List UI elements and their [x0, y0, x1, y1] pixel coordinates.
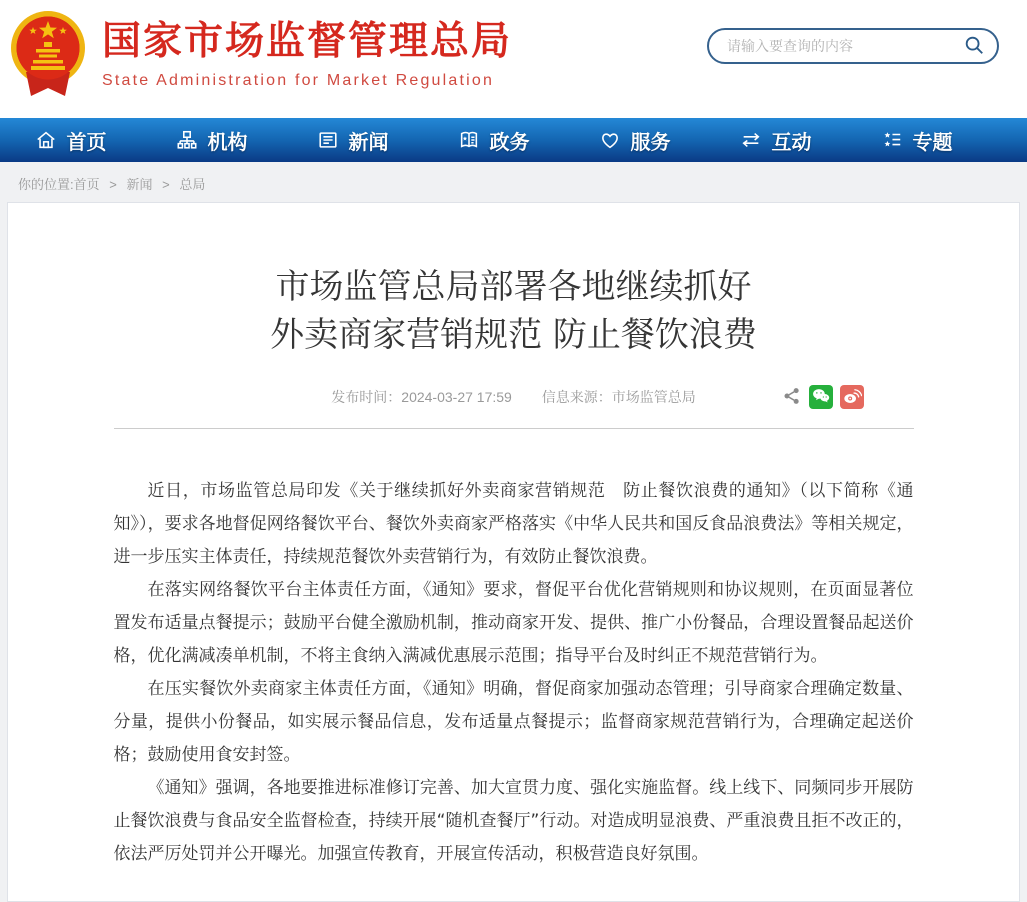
- breadcrumb-link-bureau[interactable]: 总局: [179, 177, 206, 192]
- article-title: [114, 263, 914, 359]
- search-button[interactable]: [963, 34, 985, 59]
- gov-book-icon: [458, 129, 480, 151]
- info-source-value: 市场监管总局: [611, 389, 696, 405]
- wechat-share-button[interactable]: [809, 385, 833, 409]
- weibo-share-button[interactable]: [840, 385, 864, 409]
- title-divider: [114, 428, 914, 429]
- sitemap-icon: [176, 129, 198, 151]
- nav-item-home[interactable]: [0, 118, 141, 162]
- article-card: [7, 202, 1020, 902]
- weibo-icon: [842, 386, 862, 409]
- info-source-label: 信息来源：: [541, 389, 612, 405]
- nav-item-interact[interactable]: [705, 118, 846, 162]
- breadcrumb-separator: >: [109, 177, 117, 192]
- home-icon: [35, 129, 57, 151]
- wechat-icon: [811, 386, 831, 409]
- search-icon: [963, 34, 985, 59]
- article-title-line2: 外卖商家营销规范 防止餐饮浪费: [270, 315, 757, 355]
- nav-item-gov[interactable]: [423, 118, 564, 162]
- site-logo-link[interactable]: [8, 8, 512, 103]
- site-subtitle: State Administration for Market Regulation: [102, 71, 495, 89]
- publish-time: [331, 389, 512, 405]
- article-title-line1: 市场监管总局部署各地继续抓好: [275, 267, 752, 307]
- breadcrumb-separator: >: [162, 177, 170, 192]
- star-list-icon: [881, 129, 903, 151]
- search-box[interactable]: [707, 28, 999, 64]
- article-body: [114, 475, 914, 871]
- article-meta: [114, 385, 914, 409]
- nav-item-orgs[interactable]: [141, 118, 282, 162]
- nav-item-news[interactable]: [282, 118, 423, 162]
- national-emblem-icon: [8, 8, 102, 103]
- nav-label: 专题: [912, 131, 953, 154]
- breadcrumb-prefix: 你的位置:: [18, 177, 74, 192]
- swap-arrows-icon: [740, 129, 762, 151]
- article-paragraph: 在落实网络餐饮平台主体责任方面，《通知》要求，督促平台优化营销规则和协议规则，在页面显著位置发布适量点餐提示；鼓励平台健全激励机制，推动商家开发、提供、推广小份餐品，合理设置餐品起送价格，优化满减凑单机制，不将主食纳入满减优惠展示范围；指导平台及时纠正不规范营销行为。: [113, 580, 914, 666]
- share-buttons: [782, 385, 864, 409]
- article-paragraph: 在压实餐饮外卖商家主体责任方面，《通知》明确，督促商家加强动态管理；引导商家合理确定数量、分量，提供小份餐品，如实展示餐品信息，发布适量点餐提示；监督商家规范营销行为，合理确定起送价格；鼓励使用食安封签。: [113, 679, 914, 765]
- breadcrumb: [0, 162, 1027, 202]
- nav-label: 首页: [66, 131, 107, 154]
- info-source: [542, 389, 696, 405]
- search-input[interactable]: [725, 37, 963, 55]
- article-paragraph: 近日，市场监管总局印发《关于继续抓好外卖商家营销规范 防止餐饮浪费的通知》（以下简称《通知》），要求各地督促网络餐饮平台、餐饮外卖商家严格落实《中华人民共和国反食品浪费法》等相关规定，进一步压实主体责任，持续规范餐饮外卖营销行为，有效防止餐饮浪费。: [113, 481, 914, 567]
- share-button[interactable]: [782, 386, 802, 409]
- nav-label: 互动: [771, 131, 812, 154]
- site-header: [0, 0, 1027, 118]
- main-nav: [0, 118, 1027, 162]
- breadcrumb-link-home[interactable]: 首页: [73, 177, 100, 192]
- nav-item-services[interactable]: [564, 118, 705, 162]
- publish-time-label: 发布时间：: [331, 389, 402, 405]
- article-paragraph: 《通知》强调，各地要推进标准修订完善、加大宣贯力度、强化实施监督。线上线下、同频同步开展防止餐饮浪费与食品安全监督检查，持续开展“随机查餐厅”行动。对造成明显浪费、严重浪费且拒不改正的，依法严厉处罚并公开曝光。加强宣传教育，开展宣传活动，积极营造良好氛围。: [113, 778, 914, 864]
- breadcrumb-link-news[interactable]: 新闻: [126, 177, 153, 192]
- nav-item-topics[interactable]: [846, 118, 987, 162]
- newspaper-icon: [317, 129, 339, 151]
- nav-label: 政务: [489, 131, 530, 154]
- site-title: 国家市场监督管理总局: [102, 19, 513, 64]
- publish-time-value: 2024-03-27 17:59: [401, 389, 512, 405]
- share-nodes-icon: [782, 386, 802, 409]
- heart-icon: [599, 129, 621, 151]
- nav-label: 新闻: [348, 131, 389, 154]
- nav-label: 服务: [630, 131, 671, 154]
- nav-label: 机构: [207, 131, 248, 154]
